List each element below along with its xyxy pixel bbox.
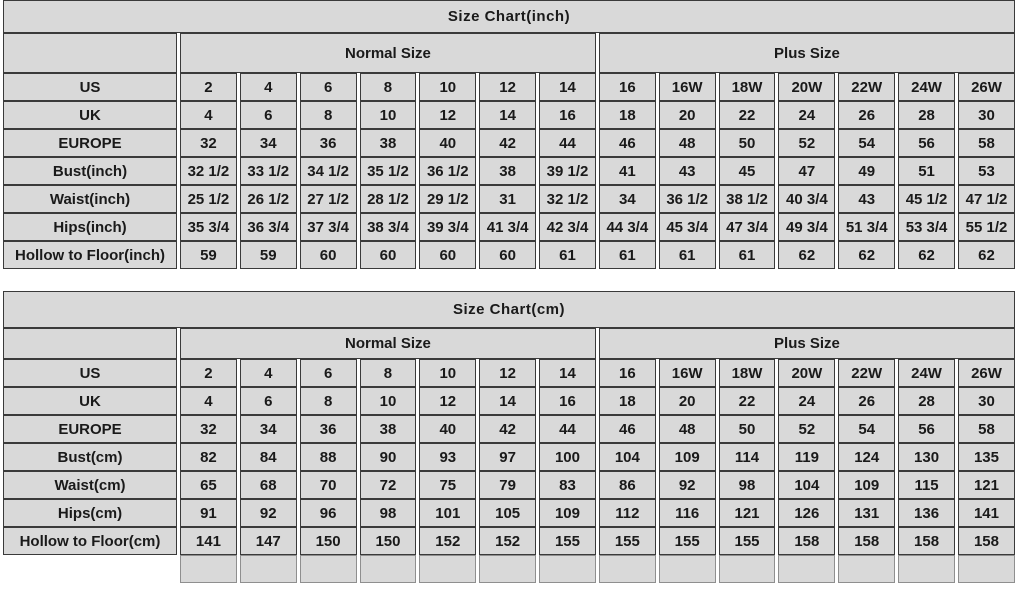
size-value-cell: 62 — [838, 241, 895, 269]
size-value-cell: 121 — [719, 499, 776, 527]
size-value-cell: 46 — [599, 415, 656, 443]
size-value-cell: 101 — [419, 499, 476, 527]
size-value-cell: 54 — [838, 415, 895, 443]
size-value-cell: 16W — [659, 359, 716, 387]
size-chart-inch-table — [0, 0, 1018, 269]
size-value-cell: 83 — [539, 471, 596, 499]
row-label: US — [3, 73, 177, 101]
size-value-cell: 24 — [778, 101, 835, 129]
size-value-cell: 12 — [479, 73, 536, 101]
size-value-cell: 53 3/4 — [898, 213, 955, 241]
group-header-row — [3, 33, 1015, 73]
size-value-cell: 4 — [240, 359, 297, 387]
cut-off-cell — [419, 555, 476, 583]
size-value-cell: 8 — [300, 101, 357, 129]
size-value-cell: 124 — [838, 443, 895, 471]
row-label: Waist(inch) — [3, 185, 177, 213]
size-value-cell: 24W — [898, 359, 955, 387]
size-value-cell: 22W — [838, 73, 895, 101]
size-value-cell: 30 — [958, 101, 1015, 129]
size-value-cell: 33 1/2 — [240, 157, 297, 185]
size-value-cell: 152 — [419, 527, 476, 555]
size-value-cell: 16 — [539, 387, 596, 415]
cut-off-cell — [180, 555, 237, 583]
size-value-cell: 26 — [838, 387, 895, 415]
size-value-cell: 16W — [659, 73, 716, 101]
size-value-cell: 150 — [360, 527, 417, 555]
cut-off-cell — [300, 555, 357, 583]
size-value-cell: 26 1/2 — [240, 185, 297, 213]
corner-cell — [3, 33, 177, 73]
cut-off-cell — [838, 555, 895, 583]
measurement-row — [3, 471, 1015, 499]
size-value-cell: 60 — [360, 241, 417, 269]
size-value-cell: 44 — [539, 129, 596, 157]
size-value-cell: 34 1/2 — [300, 157, 357, 185]
size-value-cell: 62 — [898, 241, 955, 269]
measurement-row — [3, 129, 1015, 157]
size-value-cell: 150 — [300, 527, 357, 555]
measurement-row — [3, 101, 1015, 129]
size-value-cell: 104 — [778, 471, 835, 499]
size-value-cell: 26 — [838, 101, 895, 129]
measurement-row — [3, 185, 1015, 213]
size-value-cell: 91 — [180, 499, 237, 527]
size-value-cell: 49 3/4 — [778, 213, 835, 241]
size-value-cell: 38 — [479, 157, 536, 185]
size-value-cell: 32 1/2 — [180, 157, 237, 185]
size-value-cell: 41 3/4 — [479, 213, 536, 241]
size-value-cell: 34 — [240, 415, 297, 443]
title-row — [3, 291, 1015, 328]
size-value-cell: 38 — [360, 415, 417, 443]
size-value-cell: 65 — [180, 471, 237, 499]
size-value-cell: 48 — [659, 129, 716, 157]
size-value-cell: 41 — [599, 157, 656, 185]
table-title: Size Chart(inch) — [3, 0, 1015, 33]
cut-off-cell — [599, 555, 656, 583]
size-value-cell: 14 — [479, 101, 536, 129]
size-value-cell: 52 — [778, 415, 835, 443]
size-value-cell: 116 — [659, 499, 716, 527]
size-value-cell: 42 — [479, 129, 536, 157]
size-value-cell: 20W — [778, 359, 835, 387]
size-value-cell: 24W — [898, 73, 955, 101]
size-value-cell: 49 — [838, 157, 895, 185]
size-value-cell: 36 — [300, 415, 357, 443]
size-value-cell: 93 — [419, 443, 476, 471]
row-label: Bust(inch) — [3, 157, 177, 185]
row-label: EUROPE — [3, 129, 177, 157]
size-value-cell: 38 3/4 — [360, 213, 417, 241]
size-value-cell: 18W — [719, 359, 776, 387]
measurement-row — [3, 359, 1015, 387]
row-label: Hips(cm) — [3, 499, 177, 527]
size-value-cell: 12 — [479, 359, 536, 387]
size-value-cell: 2 — [180, 359, 237, 387]
size-value-cell: 119 — [778, 443, 835, 471]
size-value-cell: 112 — [599, 499, 656, 527]
size-value-cell: 105 — [479, 499, 536, 527]
size-value-cell: 45 1/2 — [898, 185, 955, 213]
size-value-cell: 88 — [300, 443, 357, 471]
size-value-cell: 109 — [539, 499, 596, 527]
size-value-cell: 12 — [419, 101, 476, 129]
size-value-cell: 32 — [180, 415, 237, 443]
size-value-cell: 59 — [180, 241, 237, 269]
size-value-cell: 68 — [240, 471, 297, 499]
size-value-cell: 32 — [180, 129, 237, 157]
size-value-cell: 24 — [778, 387, 835, 415]
row-label: UK — [3, 387, 177, 415]
size-value-cell: 20 — [659, 387, 716, 415]
size-value-cell: 53 — [958, 157, 1015, 185]
size-value-cell: 55 1/2 — [958, 213, 1015, 241]
size-value-cell: 121 — [958, 471, 1015, 499]
size-value-cell: 155 — [599, 527, 656, 555]
size-value-cell: 92 — [240, 499, 297, 527]
size-value-cell: 155 — [659, 527, 716, 555]
size-value-cell: 59 — [240, 241, 297, 269]
size-value-cell: 114 — [719, 443, 776, 471]
size-value-cell: 14 — [539, 359, 596, 387]
size-value-cell: 98 — [719, 471, 776, 499]
size-value-cell: 50 — [719, 129, 776, 157]
cut-off-cell — [778, 555, 835, 583]
cut-off-cell — [479, 555, 536, 583]
row-label: Hollow to Floor(cm) — [3, 527, 177, 555]
size-value-cell: 22 — [719, 101, 776, 129]
size-value-cell: 10 — [419, 359, 476, 387]
size-value-cell: 4 — [180, 101, 237, 129]
size-value-cell: 52 — [778, 129, 835, 157]
size-value-cell: 34 — [240, 129, 297, 157]
size-value-cell: 31 — [479, 185, 536, 213]
size-value-cell: 28 — [898, 101, 955, 129]
size-value-cell: 109 — [659, 443, 716, 471]
cut-off-cell — [360, 555, 417, 583]
size-value-cell: 44 3/4 — [599, 213, 656, 241]
size-value-cell: 147 — [240, 527, 297, 555]
size-value-cell: 100 — [539, 443, 596, 471]
size-value-cell: 152 — [479, 527, 536, 555]
size-value-cell: 32 1/2 — [539, 185, 596, 213]
size-value-cell: 14 — [539, 73, 596, 101]
size-value-cell: 60 — [419, 241, 476, 269]
size-value-cell: 20 — [659, 101, 716, 129]
size-value-cell: 38 — [360, 129, 417, 157]
size-value-cell: 54 — [838, 129, 895, 157]
group-header-normal-size: Normal Size — [180, 328, 596, 359]
size-value-cell: 130 — [898, 443, 955, 471]
size-value-cell: 62 — [778, 241, 835, 269]
size-value-cell: 27 1/2 — [300, 185, 357, 213]
size-value-cell: 40 3/4 — [778, 185, 835, 213]
size-value-cell: 28 — [898, 387, 955, 415]
size-value-cell: 26W — [958, 73, 1015, 101]
size-value-cell: 45 — [719, 157, 776, 185]
size-value-cell: 126 — [778, 499, 835, 527]
size-value-cell: 8 — [360, 359, 417, 387]
size-value-cell: 16 — [599, 359, 656, 387]
size-value-cell: 16 — [599, 73, 656, 101]
size-value-cell: 136 — [898, 499, 955, 527]
title-row — [3, 0, 1015, 33]
group-header-plus-size: Plus Size — [599, 328, 1015, 359]
size-value-cell: 158 — [958, 527, 1015, 555]
size-value-cell: 47 3/4 — [719, 213, 776, 241]
size-value-cell: 50 — [719, 415, 776, 443]
size-value-cell: 45 3/4 — [659, 213, 716, 241]
cut-off-cell — [240, 555, 297, 583]
size-value-cell: 37 3/4 — [300, 213, 357, 241]
size-value-cell: 115 — [898, 471, 955, 499]
size-value-cell: 60 — [479, 241, 536, 269]
size-value-cell: 20W — [778, 73, 835, 101]
measurement-row — [3, 157, 1015, 185]
size-value-cell: 141 — [958, 499, 1015, 527]
size-value-cell: 30 — [958, 387, 1015, 415]
measurement-row — [3, 443, 1015, 471]
group-header-plus-size: Plus Size — [599, 33, 1015, 73]
size-value-cell: 96 — [300, 499, 357, 527]
size-value-cell: 10 — [360, 101, 417, 129]
cut-off-cell — [719, 555, 776, 583]
cut-off-label-cell — [3, 555, 177, 583]
size-value-cell: 84 — [240, 443, 297, 471]
size-value-cell: 42 3/4 — [539, 213, 596, 241]
size-value-cell: 6 — [240, 101, 297, 129]
size-value-cell: 104 — [599, 443, 656, 471]
size-value-cell: 2 — [180, 73, 237, 101]
size-value-cell: 158 — [898, 527, 955, 555]
size-value-cell: 36 — [300, 129, 357, 157]
size-value-cell: 58 — [958, 129, 1015, 157]
size-value-cell: 58 — [958, 415, 1015, 443]
size-value-cell: 61 — [599, 241, 656, 269]
size-value-cell: 18W — [719, 73, 776, 101]
size-value-cell: 40 — [419, 129, 476, 157]
row-label: EUROPE — [3, 415, 177, 443]
cut-off-row — [3, 555, 1015, 583]
size-value-cell: 38 1/2 — [719, 185, 776, 213]
size-value-cell: 61 — [539, 241, 596, 269]
size-value-cell: 61 — [659, 241, 716, 269]
size-value-cell: 6 — [300, 359, 357, 387]
measurement-row — [3, 499, 1015, 527]
size-value-cell: 131 — [838, 499, 895, 527]
row-label: Hollow to Floor(inch) — [3, 241, 177, 269]
row-label: Waist(cm) — [3, 471, 177, 499]
size-value-cell: 155 — [719, 527, 776, 555]
size-value-cell: 10 — [360, 387, 417, 415]
corner-cell — [3, 328, 177, 359]
cut-off-cell — [539, 555, 596, 583]
size-value-cell: 40 — [419, 415, 476, 443]
size-value-cell: 43 — [659, 157, 716, 185]
measurement-row — [3, 73, 1015, 101]
size-value-cell: 79 — [479, 471, 536, 499]
size-value-cell: 22 — [719, 387, 776, 415]
size-value-cell: 48 — [659, 415, 716, 443]
size-value-cell: 60 — [300, 241, 357, 269]
size-value-cell: 6 — [240, 387, 297, 415]
size-value-cell: 25 1/2 — [180, 185, 237, 213]
measurement-row — [3, 213, 1015, 241]
size-value-cell: 141 — [180, 527, 237, 555]
size-value-cell: 18 — [599, 101, 656, 129]
size-value-cell: 43 — [838, 185, 895, 213]
size-value-cell: 14 — [479, 387, 536, 415]
size-value-cell: 22W — [838, 359, 895, 387]
cut-off-cell — [958, 555, 1015, 583]
size-value-cell: 8 — [300, 387, 357, 415]
size-value-cell: 51 3/4 — [838, 213, 895, 241]
size-value-cell: 4 — [240, 73, 297, 101]
size-value-cell: 82 — [180, 443, 237, 471]
cut-off-cell — [898, 555, 955, 583]
size-value-cell: 158 — [778, 527, 835, 555]
size-value-cell: 8 — [360, 73, 417, 101]
measurement-row — [3, 387, 1015, 415]
size-value-cell: 62 — [958, 241, 1015, 269]
size-value-cell: 47 1/2 — [958, 185, 1015, 213]
size-value-cell: 70 — [300, 471, 357, 499]
size-value-cell: 56 — [898, 415, 955, 443]
row-label: Hips(inch) — [3, 213, 177, 241]
row-label: US — [3, 359, 177, 387]
size-value-cell: 155 — [539, 527, 596, 555]
size-value-cell: 90 — [360, 443, 417, 471]
size-value-cell: 35 3/4 — [180, 213, 237, 241]
size-value-cell: 28 1/2 — [360, 185, 417, 213]
size-value-cell: 86 — [599, 471, 656, 499]
size-value-cell: 72 — [360, 471, 417, 499]
measurement-row — [3, 241, 1015, 269]
size-value-cell: 47 — [778, 157, 835, 185]
size-value-cell: 46 — [599, 129, 656, 157]
size-value-cell: 12 — [419, 387, 476, 415]
group-header-row — [3, 328, 1015, 359]
size-value-cell: 4 — [180, 387, 237, 415]
size-value-cell: 109 — [838, 471, 895, 499]
size-value-cell: 36 1/2 — [419, 157, 476, 185]
size-value-cell: 34 — [599, 185, 656, 213]
size-chart-cm-table — [0, 291, 1018, 583]
size-value-cell: 10 — [419, 73, 476, 101]
size-value-cell: 61 — [719, 241, 776, 269]
table-title: Size Chart(cm) — [3, 291, 1015, 328]
cut-off-cell — [659, 555, 716, 583]
measurement-row — [3, 415, 1015, 443]
size-value-cell: 44 — [539, 415, 596, 443]
measurement-row — [3, 527, 1015, 555]
size-value-cell: 158 — [838, 527, 895, 555]
size-value-cell: 42 — [479, 415, 536, 443]
size-value-cell: 35 1/2 — [360, 157, 417, 185]
size-value-cell: 26W — [958, 359, 1015, 387]
size-value-cell: 36 1/2 — [659, 185, 716, 213]
size-value-cell: 18 — [599, 387, 656, 415]
size-value-cell: 98 — [360, 499, 417, 527]
group-header-normal-size: Normal Size — [180, 33, 596, 73]
size-value-cell: 6 — [300, 73, 357, 101]
row-label: UK — [3, 101, 177, 129]
table-gap — [0, 269, 1024, 291]
size-value-cell: 51 — [898, 157, 955, 185]
size-value-cell: 16 — [539, 101, 596, 129]
size-value-cell: 97 — [479, 443, 536, 471]
size-value-cell: 39 3/4 — [419, 213, 476, 241]
size-value-cell: 36 3/4 — [240, 213, 297, 241]
size-value-cell: 39 1/2 — [539, 157, 596, 185]
size-value-cell: 75 — [419, 471, 476, 499]
size-value-cell: 135 — [958, 443, 1015, 471]
size-value-cell: 92 — [659, 471, 716, 499]
row-label: Bust(cm) — [3, 443, 177, 471]
size-value-cell: 29 1/2 — [419, 185, 476, 213]
size-value-cell: 56 — [898, 129, 955, 157]
